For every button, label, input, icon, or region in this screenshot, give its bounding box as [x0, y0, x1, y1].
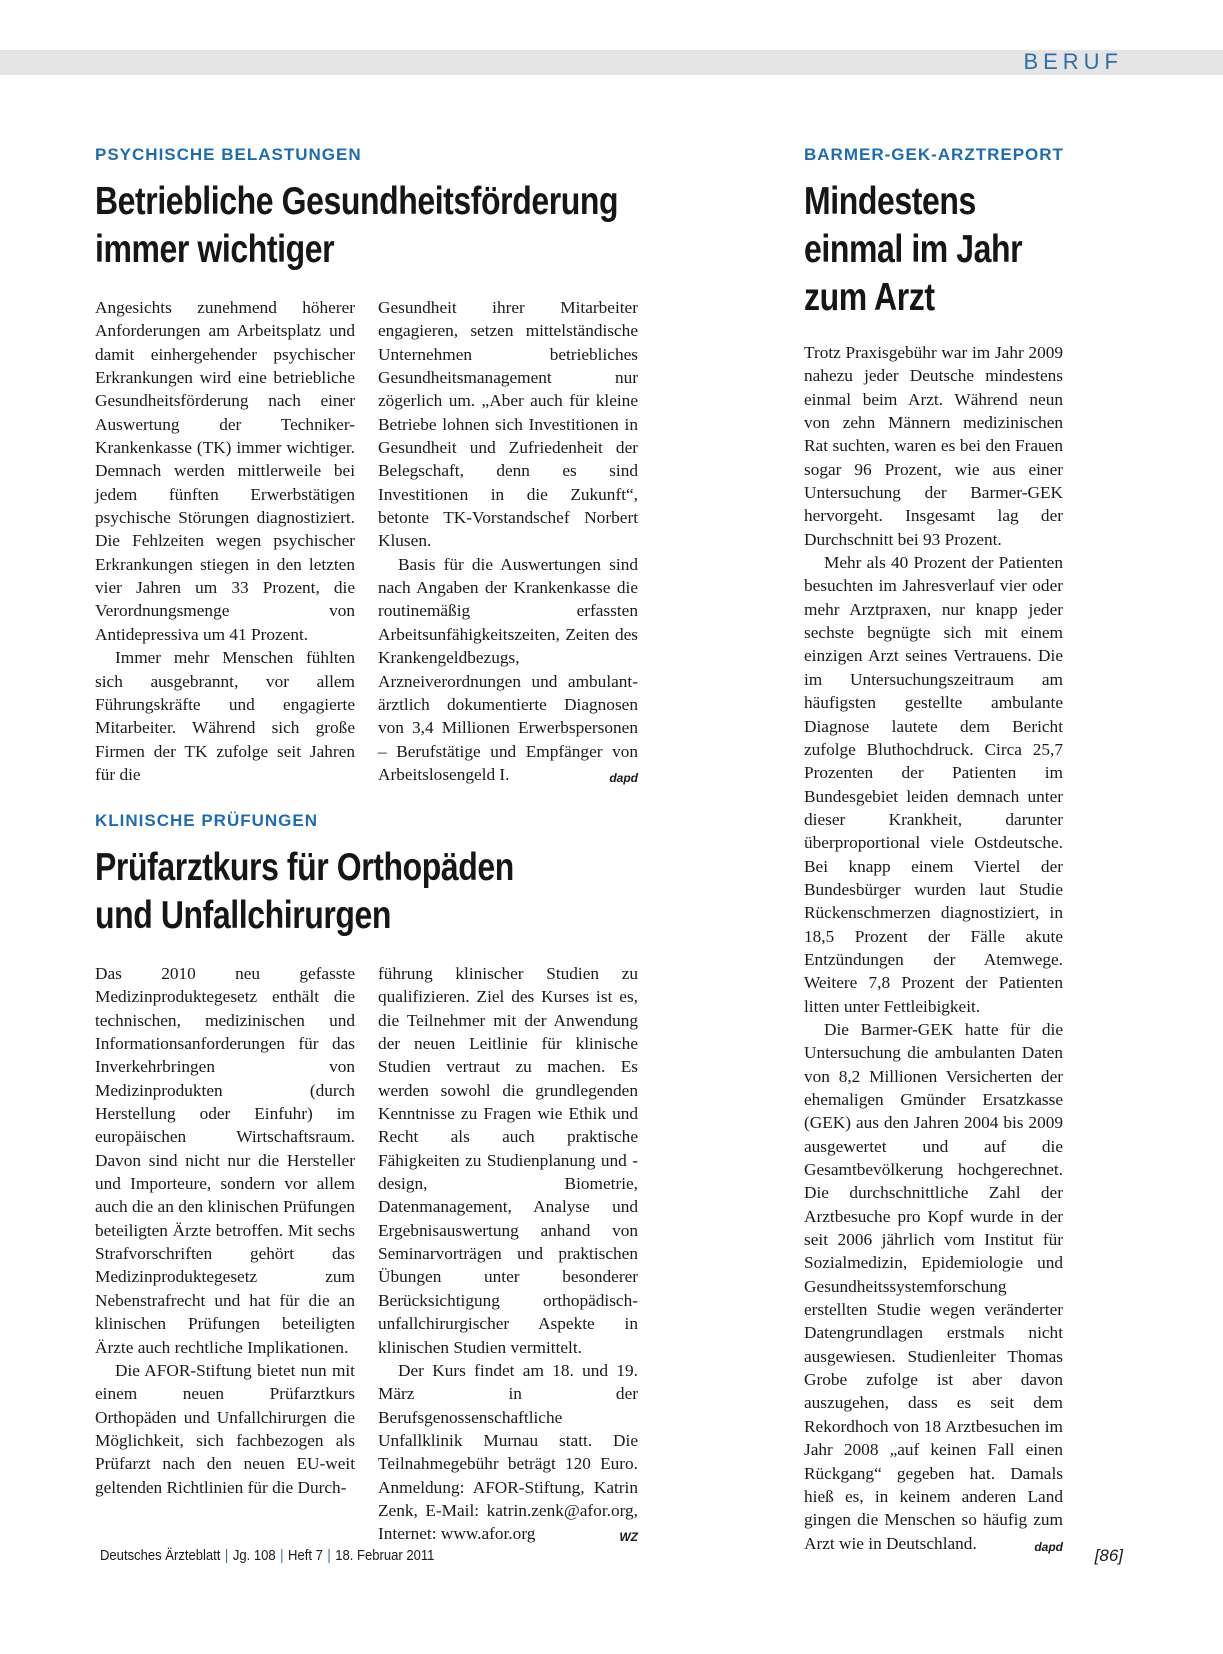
- article1-paragraph-text: Basis für die Auswertungen sind nach Angaben der Krankenkasse die routinemäßig erfassten Arbeitsunfähigkeitszeiten, Zeiten des Krankengeldbezugs, Arzneiverordnungen und ambulant-ärztlich dokumentierte Diagnosen von 3,4 Millionen Erwerbspersonen – Berufstätige und Empfänger von Arbeitslosengeld I.: [378, 554, 638, 784]
- footer-journal: Deutsches Ärzteblatt: [100, 1548, 221, 1564]
- article1-paragraph: Immer mehr Menschen fühlten sich ausgebrannt, vor allem Führungskräfte und engagierte Mitarbeiter. Während sich große Firmen der TK zufolge seit Jahren für die: [95, 648, 355, 784]
- article2-paragraph: führung klinischer Studien zu qualifizieren. Ziel des Kurses ist es, die Teilnehmer mit der Anwendung der neuen Leitlinie für klinische Studien vertraut zu machen. Es werden sowohl die grundlegenden Kenntnisse zu Fragen wie Ethik und Recht als auch praktische Fähigkeiten zu Studienplanung und -design, Biometrie, Datenmanagement, Analyse und Ergebnisauswertung anhand von Seminarvorträgen und praktischen Übungen unter besonderer Berücksichtigung orthopädisch-unfallchirurgischer Aspekte in klinischen Studien vermittelt.: [378, 964, 638, 1357]
- article2-source: WZ: [619, 1530, 638, 1545]
- article3-paragraph: Trotz Praxisgebühr war im Jahr 2009 nahezu jeder Deutsche mindestens einmal beim Arzt. Während neun von zehn Männern medizinischen Rat suchten, waren es bei den Frauen sogar 96 Prozent, wie aus einer Untersuchung der Barmer-GEK hervorgeht. Insgesamt lag der Durchschnitt bei 93 Prozent.: [804, 343, 1063, 549]
- footer-date: 18. Februar 2011: [335, 1548, 435, 1564]
- article3-source: dapd: [1034, 1539, 1063, 1554]
- article2-column1: [95, 962, 355, 1499]
- article3-column: [804, 341, 1063, 1559]
- article3-paragraph: Mehr als 40 Prozent der Patienten besuchten im Jahresverlauf vier oder mehr Arztpraxen, nur knapp jeder sechste begnügte sich mit einem einzigen Arzt seines Vertrauens. Die im Untersuchungszeitraum am häufigsten gestellte ambulante Diagnose lautete dem Bericht zufolge Bluthochdruck. Circa 25,7 Prozenten der Patienten im Bundesgebiet leiden demnach unter dieser Krankheit, darunter überproportional viele Ostdeutsche. Bei knapp einem Viertel der Bundesbürger wurden laut Studie Rückenschmerzen diagnostiziert, in 18,5 Prozent der Fälle akute Entzündungen der Atemwege. Weitere 7,8 Prozent der Patienten litten unter Fettleibigkeit.: [804, 553, 1063, 1016]
- article3-headline-line1: Mindestens: [804, 180, 976, 223]
- article1-kicker: PSYCHISCHE BELASTUNGEN: [95, 145, 362, 164]
- article1-headline: [95, 178, 618, 274]
- footer-separator: |: [224, 1548, 229, 1564]
- article2-paragraph-text: Der Kurs findet am 18. und 19. März in der Berufsgenossenschaftliche Unfallklinik Murnau statt. Die Teilnahmegebühr beträgt 120 Euro. Anmeldung: AFOR-Stiftung, Katrin Zenk, E-Mail: katrin.zenk@afor.org, Internet: www.afor.org: [378, 1360, 638, 1544]
- article1-paragraph: Angesichts zunehmend höherer Anforderungen am Arbeitsplatz und damit einhergehender psychischer Erkrankungen wird eine betriebliche Gesundheitsförderung nach einer Auswertung der Techniker-Krankenkasse (TK) immer wichtiger. Demnach werden mittlerweile bei jedem fünften Erwerbstätigen psychische Störungen diagnostiziert. Die Fehlzeiten wegen psychischer Erkrankungen stiegen in den letzten vier Jahren um 33 Prozent, die Verordnungsmenge von Antidepressiva um 41 Prozent.: [95, 298, 355, 644]
- article1-headline-line1: Betriebliche Gesundheitsförderung: [95, 180, 619, 223]
- article2-kicker: KLINISCHE PRÜFUNGEN: [95, 811, 319, 830]
- article2-paragraph: [378, 1359, 638, 1546]
- article1-headline-line2: immer wichtiger: [95, 228, 335, 271]
- article1-source: dapd: [609, 770, 638, 785]
- article1-paragraph: [378, 553, 638, 786]
- article3-paragraph: [804, 1018, 1063, 1555]
- article2-column2: [378, 962, 638, 1550]
- footer-separator: |: [327, 1548, 331, 1564]
- article2-headline-line1: Prüfarztkurs für Orthopäden: [95, 846, 514, 889]
- article3-headline-line3: zum Arzt: [804, 276, 935, 319]
- article3-headline: [804, 178, 1022, 322]
- footer-separator: |: [280, 1548, 284, 1564]
- page-footer: [100, 1548, 434, 1564]
- article2-paragraph: Die AFOR-Stiftung bietet nun mit einem neuen Prüfarztkurs Orthopäden und Unfallchirurgen die Möglichkeit, sich fachbezogen als Prüfarzt nach den neuen EU-weit geltenden Richtlinien für die Durch-: [95, 1360, 355, 1497]
- footer-issue: Heft 7: [288, 1548, 323, 1564]
- page-number: [86]: [1094, 1546, 1123, 1565]
- article2-paragraph: Das 2010 neu gefasste Medizinproduktegesetz enthält die technischen, medizinischen und Informationsanforderungen für das Inverkehrbringen von Medizinprodukten (durch Herstellung oder Einfuhr) im europäischen Wirtschaftsraum. Davon sind nicht nur die Hersteller und Importeure, sondern vor allem auch die an den klinischen Prüfungen beteiligten Ärzte betroffen. Mit sechs Strafvorschriften gehört das Medizinproduktegesetz zum Nebenstrafrecht und hat für die an klinischen Prüfungen beteiligten Ärzte auch rechtliche Implikationen.: [95, 964, 355, 1357]
- article1-column1: [95, 296, 355, 786]
- article3-headline-line2: einmal im Jahr: [804, 228, 1023, 271]
- article2-headline-line2: und Unfallchirurgen: [95, 894, 392, 937]
- article3-kicker: BARMER-GEK-ARZTREPORT: [804, 145, 1064, 164]
- section-label: BERUF: [1023, 49, 1123, 74]
- article1-column2: [378, 296, 638, 790]
- footer-volume: Jg. 108: [232, 1548, 276, 1564]
- article2-headline: [95, 844, 514, 940]
- article3-paragraph-text: Die Barmer-GEK hatte für die Untersuchung die ambulanten Daten von 8,2 Millionen Versicherten der ehemaligen Gmünder Ersatzkasse (GEK) aus den Jahren 2004 bis 2009 ausgewertet und auf die Gesamtbevölkerung hochgerechnet. Die durchschnittliche Zahl der Arztbesuche pro Kopf wurde in der seit 2006 jährlich vom Institut für Sozialmedizin, Epidemiologie und Gesundheitssystemforschung erstellten Studie wegen veränderter Datengrundlagen erstmals nicht ausgewiesen. Studienleiter Thomas Grobe zufolge ist aber davon auszugehen, dass es seit dem Rekordhoch von 18 Arztbesuchen im Jahr 2008 „auf keinen Fall einen Rückgang“ gegeben hat. Damals hieß es, in keinem anderen Land gingen die Menschen so häufig zum Arzt wie in Deutschland.: [804, 1019, 1063, 1553]
- article1-paragraph: Gesundheit ihrer Mitarbeiter engagieren, setzen mittelständische Unternehmen betriebliches Gesundheitsmanagement nur zögerlich um. „Aber auch für kleine Betriebe lohnen sich Investitionen in Gesundheit und Zufriedenheit der Belegschaft, denn es sind Investitionen in die Zukunft“, betonte TK-Vorstandschef Norbert Klusen.: [378, 298, 638, 551]
